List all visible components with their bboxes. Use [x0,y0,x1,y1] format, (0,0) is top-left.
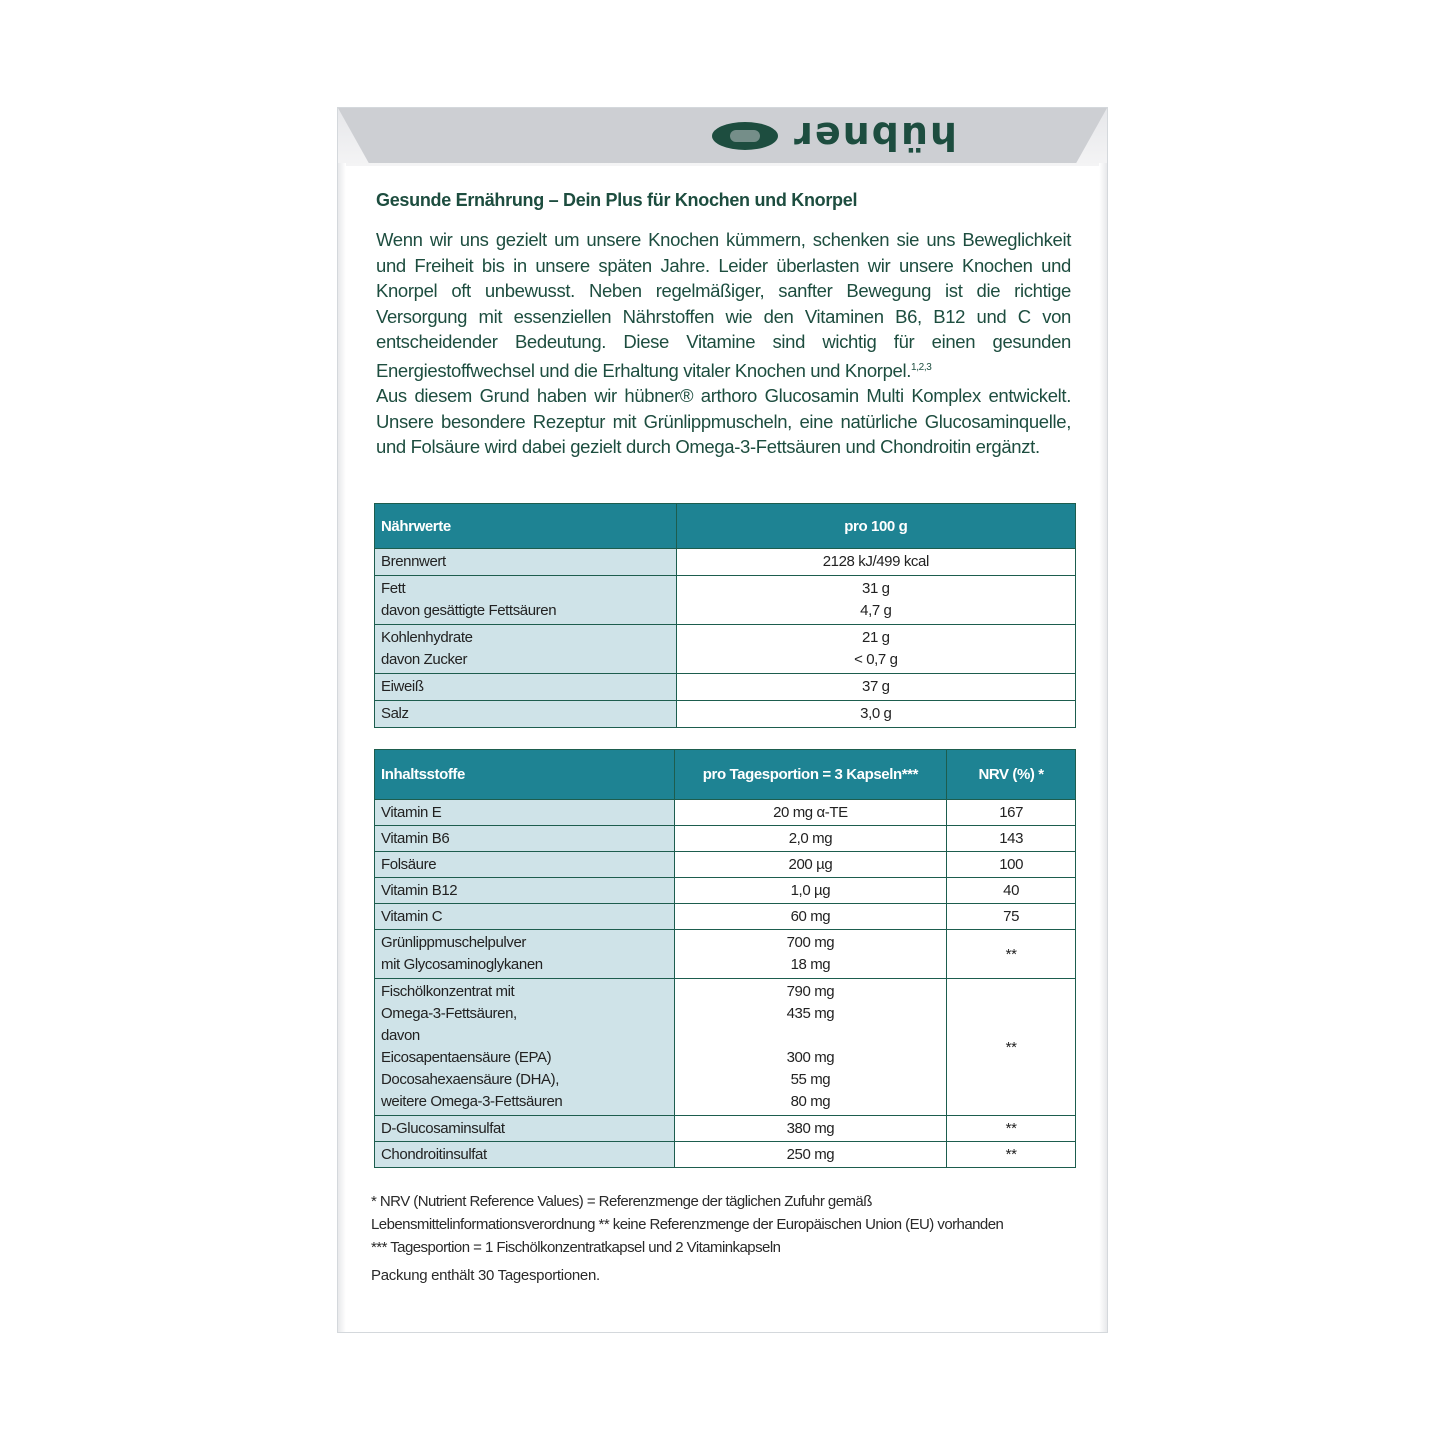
intro-paragraph-1 [376,227,1071,383]
ingredient-row [375,930,1076,979]
ingredient-row [375,826,1076,852]
nutrition-header-row [375,504,1076,549]
ingredient-nrv: ** [947,979,1076,1116]
ingredient-label [375,979,675,1116]
ingredient-label [375,1142,675,1168]
ingredient-row [375,800,1076,826]
ingredient-amount [674,930,947,979]
nutrition-row [375,625,1076,674]
ingredient-amount-line: 1,0 µg [790,881,831,899]
ingredients-header-amount: pro Tagesportion = 3 Kapseln*** [674,750,947,800]
ingredient-label-line: weitere Omega-3-Fettsäuren [381,1093,563,1110]
ingredient-label-line: D-Glucosaminsulfat [381,1119,505,1137]
ingredient-amount [674,852,947,878]
footnote-refs: 1,2,3 [911,361,932,373]
ingredient-label [375,1116,675,1142]
nutrition-table [374,503,1076,728]
ingredient-label-line: Vitamin E [381,803,442,821]
ingredient-label [375,930,675,979]
nutrition-label [375,701,677,728]
brand-wordmark: hübner [792,114,957,158]
nutrition-label [375,625,677,674]
ingredients-header-row [375,750,1076,800]
ingredient-amount-line: 55 mg [790,1071,831,1088]
ingredient-amount-line: 20 mg α-TE [773,803,848,821]
ingredient-amount-line [681,1025,941,1047]
nutrition-value-line: 31 g [862,580,890,597]
nutrition-value [676,576,1075,625]
ingredient-label-line: Vitamin C [381,907,443,925]
nutrition-value-line: 3,0 g [860,705,892,722]
ingredient-label [375,852,675,878]
nutrition-row [375,576,1076,625]
footnotes [371,1190,1071,1259]
nutrition-value-line: 37 g [862,678,890,695]
ingredient-label-line: Docosahexaensäure (DHA), [381,1071,559,1088]
ingredient-amount-line: 60 mg [790,907,831,925]
ingredient-amount-line: 250 mg [786,1145,835,1163]
box-right-edge [1099,163,1107,1332]
ingredient-amount-line: 18 mg [790,956,831,973]
ingredient-nrv: 143 [947,826,1076,852]
nutrition-label-line: Eiweiß [381,678,424,695]
ingredient-label-line: Eicosapentaensäure (EPA) [381,1049,552,1066]
ingredient-nrv: ** [947,930,1076,979]
ingredient-label [375,800,675,826]
ingredient-row [375,979,1076,1116]
nutrition-header-value: pro 100 g [676,504,1075,549]
ingredient-label [375,904,675,930]
ingredient-amount [674,826,947,852]
nutrition-row [375,701,1076,728]
intro-paragraph-1-text: Wenn wir uns gezielt um unsere Knochen kümmern, schenken sie uns Beweglichkeit und Freiheit bis in unsere späten Jahre. Leider überlasten wir unsere Knochen und Knorpel oft unbewusst. Neben regelmäßiger, sanfter Bewegung ist die richtige Versorgung mit essenziellen Nährstoffen wie den Vitaminen B6, B12 und C von entscheidender Bedeutung. Diese Vitamine sind wichtig für einen gesunden Energiestoffwechsel und die Erhaltung vitaler Knochen und Knorpel. [376,229,1071,381]
ingredient-row [375,1116,1076,1142]
nutrition-label-line: Brennwert [381,553,446,570]
ingredient-label-line: Chondroitinsulfat [381,1145,487,1163]
ingredient-nrv: ** [947,1142,1076,1168]
ingredient-label [375,878,675,904]
nutrition-label [375,576,677,625]
ingredient-amount-line: 700 mg [786,934,835,951]
ingredient-label-line: Vitamin B12 [381,881,458,899]
nutrition-body [375,549,1076,728]
nutrition-value [676,625,1075,674]
ingredient-label-line: Grünlippmuschelpulver [381,934,527,951]
brand-emblem-icon [712,122,778,150]
ingredient-nrv: 167 [947,800,1076,826]
ingredient-label-line: davon [381,1027,420,1044]
ingredient-amount [674,904,947,930]
nutrition-label [375,674,677,701]
nutrition-label-line: davon Zucker [381,651,468,668]
ingredient-label-line: Folsäure [381,855,437,873]
ingredient-label-line: mit Glycosaminoglykanen [381,956,543,973]
intro-text [376,227,1071,460]
box-left-edge [338,163,346,1332]
ingredient-nrv: 40 [947,878,1076,904]
nutrition-label-line: Kohlenhydrate [381,629,473,646]
nutrition-label-line: davon gesättigte Fettsäuren [381,602,557,619]
nutrition-value [676,549,1075,576]
ingredient-nrv: 100 [947,852,1076,878]
ingredient-row [375,904,1076,930]
ingredient-amount-line: 380 mg [786,1119,835,1137]
ingredient-amount [674,800,947,826]
nutrition-value-line: < 0,7 g [854,651,898,668]
ingredients-body [375,800,1076,1168]
nutrition-row [375,549,1076,576]
ingredient-row [375,1142,1076,1168]
ingredient-nrv: 75 [947,904,1076,930]
nutrition-value-line: 21 g [862,629,890,646]
nutrition-value-line: 2128 kJ/499 kcal [822,553,929,570]
ingredient-amount [674,878,947,904]
ingredients-table [374,749,1076,1168]
ingredient-label-line: Vitamin B6 [381,829,450,847]
nutrition-header-label: Nährwerte [375,504,677,549]
package-note: Packung enthält 30 Tagesportionen. [371,1267,600,1284]
footnote-1: * NRV (Nutrient Reference Values) = Referenzmenge der täglichen Zufuhr gemäß Lebensmittelinformationsverordnung ** keine Referenzmenge der Europäischen Union (EU) vorhanden [371,1193,1004,1233]
brand-logo-upside-down [477,116,957,156]
ingredient-amount [674,1116,947,1142]
ingredients-header-nrv: NRV (%) * [947,750,1076,800]
ingredient-label-line: Omega-3-Fettsäuren, [381,1005,517,1022]
ingredient-amount-line: 300 mg [786,1049,835,1066]
nutrition-label-line: Salz [381,705,409,722]
ingredient-amount [674,1142,947,1168]
ingredient-row [375,852,1076,878]
ingredient-amount-line: 80 mg [790,1093,831,1110]
ingredient-amount-line: 435 mg [786,1005,835,1022]
intro-paragraph-2: Aus diesem Grund haben wir hübner® arthoro Glucosamin Multi Komplex entwickelt. Unsere besondere Rezeptur mit Grünlippmuscheln, eine natürliche Glucosaminquelle, und Folsäure wird dabei gezielt durch Omega-3-Fettsäuren und Chondroitin ergänzt. [376,385,1071,458]
ingredient-amount-line: 790 mg [786,983,835,1000]
ingredient-amount-line: 200 µg [788,855,833,873]
footnote-2: *** Tagesportion = 1 Fischölkonzentratkapsel und 2 Vitaminkapseln [371,1239,781,1256]
ingredient-nrv: ** [947,1116,1076,1142]
headline: Gesunde Ernährung – Dein Plus für Knochen und Knorpel [376,190,858,210]
ingredient-row [375,878,1076,904]
nutrition-row [375,674,1076,701]
ingredient-label [375,826,675,852]
nutrition-label-line: Fett [381,580,406,597]
ingredient-amount [674,979,947,1116]
nutrition-label [375,549,677,576]
nutrition-value [676,674,1075,701]
nutrition-value-line: 4,7 g [860,602,892,619]
ingredients-header-label: Inhaltsstoffe [375,750,675,800]
nutrition-value [676,701,1075,728]
ingredient-label-line: Fischölkonzentrat mit [381,983,515,1000]
ingredient-amount-line: 2,0 mg [788,829,833,847]
